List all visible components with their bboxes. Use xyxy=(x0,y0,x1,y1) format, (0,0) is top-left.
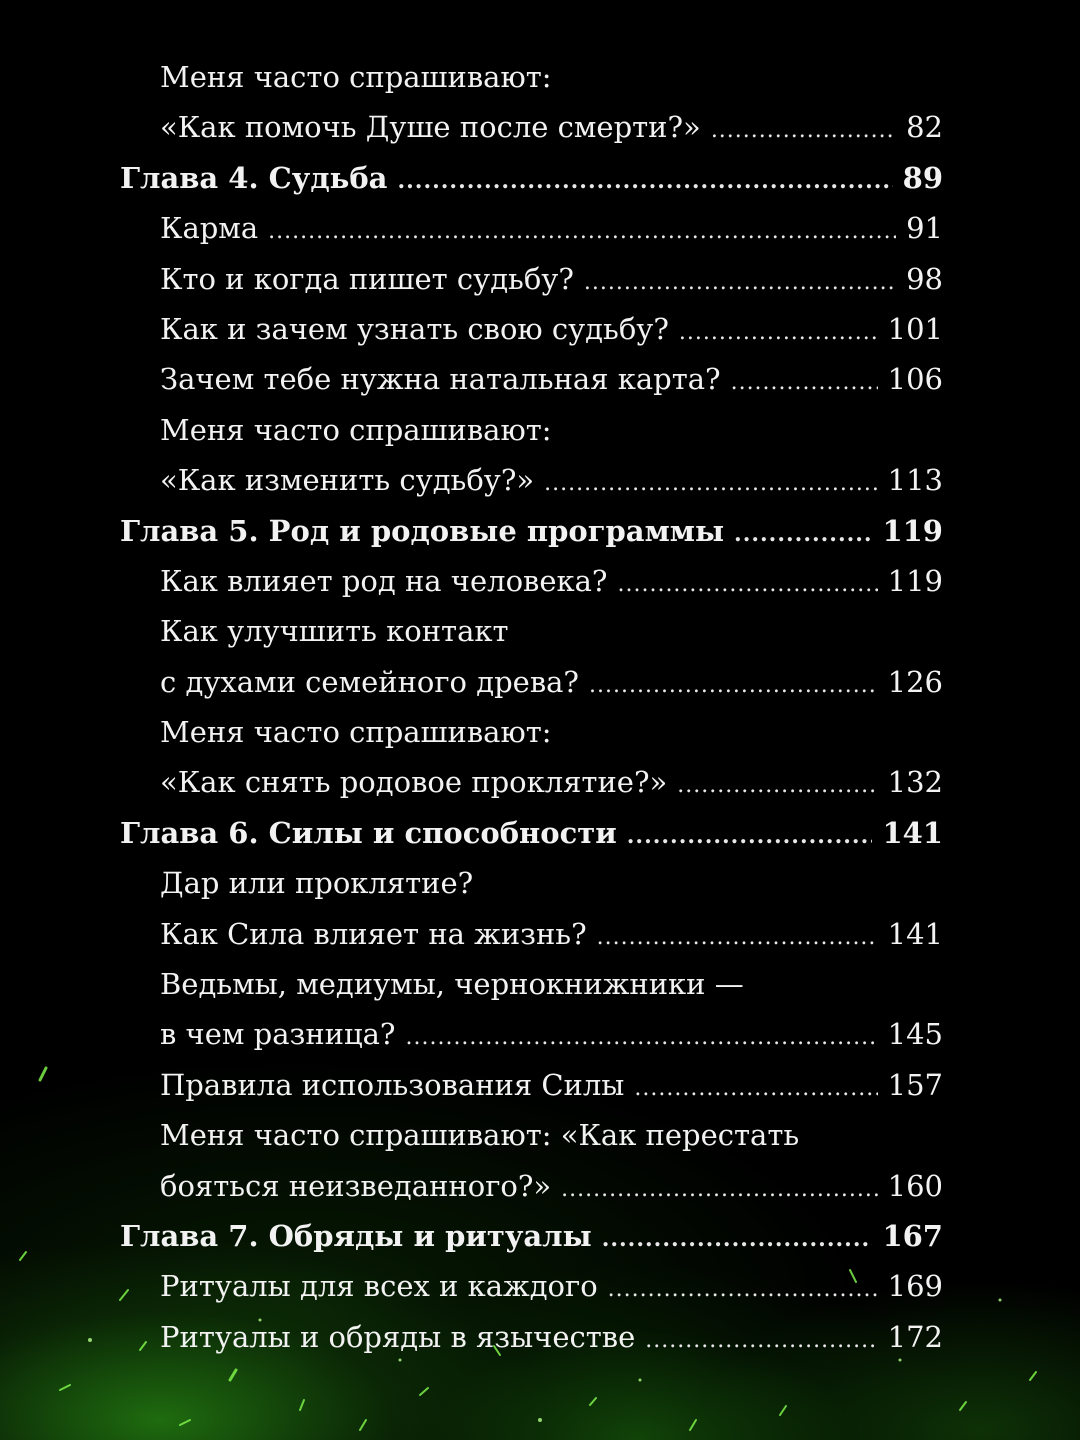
toc-entry-title: Меня часто спрашивают: xyxy=(160,412,552,447)
toc-entry-page: 132 xyxy=(887,765,943,800)
toc-entry-title: Меня часто спрашивают: «Как перестать xyxy=(160,1118,800,1153)
dot-leader xyxy=(645,1316,877,1366)
dot-leader xyxy=(734,509,872,559)
toc-entry-title: Карма xyxy=(160,211,259,246)
toc-entry xyxy=(120,959,943,1009)
toc-entry-page: 145 xyxy=(887,1017,943,1052)
toc-entry-title: «Как снять родовое проклятие?» xyxy=(160,765,668,800)
toc-entry-title: Как влияет род на человека? xyxy=(160,563,608,598)
toc-chapter xyxy=(120,506,943,556)
dot-leader xyxy=(627,811,873,861)
toc-entry xyxy=(120,556,943,606)
toc-entry-title: с духами семейного древа? xyxy=(160,664,579,699)
toc-entry-page: 160 xyxy=(887,1168,943,1203)
dot-leader xyxy=(405,1013,877,1063)
toc-entry xyxy=(120,354,943,404)
toc-entry-page: 98 xyxy=(906,261,943,296)
toc-entry xyxy=(120,707,943,757)
dot-leader xyxy=(268,207,896,257)
toc-chapter xyxy=(120,1211,943,1261)
toc-entry-title: Ритуалы для всех и каждого xyxy=(160,1269,598,1304)
toc-entry xyxy=(120,606,943,656)
toc-entry xyxy=(120,405,943,455)
dot-leader xyxy=(679,308,878,358)
dot-leader xyxy=(608,1265,878,1315)
toc-entry-title: Меня часто спрашивают: xyxy=(160,60,552,94)
toc-entry xyxy=(120,1060,943,1110)
toc-entry-page: 126 xyxy=(887,664,943,699)
toc-entry-title: Зачем тебе нужна натальная карта? xyxy=(160,362,721,397)
dot-leader xyxy=(617,560,877,610)
toc-entry-title: бояться неизведанного?» xyxy=(160,1168,552,1203)
toc-entry xyxy=(120,757,943,807)
toc-entry-title: Ритуалы и обряды в язычестве xyxy=(160,1319,636,1354)
toc-entry-page: 119 xyxy=(887,563,943,598)
table-of-contents xyxy=(120,52,943,1362)
toc-chapter-title: Глава 7. Обряды и ритуалы xyxy=(120,1218,592,1253)
dot-leader xyxy=(677,761,877,811)
dot-leader xyxy=(397,156,892,206)
toc-entry xyxy=(120,304,943,354)
toc-entry-page: 169 xyxy=(887,1269,943,1304)
toc-entry xyxy=(120,1312,943,1362)
toc-chapter-page: 141 xyxy=(882,815,943,850)
toc-entry-page: 82 xyxy=(906,110,943,145)
toc-entry-title: «Как помочь Душе после смерти?» xyxy=(160,110,701,145)
toc-entry-title: в чем разница? xyxy=(160,1017,396,1052)
toc-entry-page: 141 xyxy=(887,916,943,951)
toc-entry-title: Кто и когда пишет судьбу? xyxy=(160,261,574,296)
toc-chapter-page: 119 xyxy=(882,513,943,548)
toc-entry xyxy=(120,909,943,959)
toc-chapter xyxy=(120,808,943,858)
toc-chapter xyxy=(120,153,943,203)
toc-entry-title: Как улучшить контакт xyxy=(160,614,509,649)
toc-entry xyxy=(120,203,943,253)
toc-chapter-page: 89 xyxy=(902,160,943,195)
toc-chapter-title: Глава 5. Род и родовые программы xyxy=(120,513,725,548)
toc-entry xyxy=(120,1110,943,1160)
dot-leader xyxy=(589,661,878,711)
toc-entry-title: «Как изменить судьбу?» xyxy=(160,463,535,498)
toc-entry-title: Ведьмы, медиумы, чернокнижники — xyxy=(160,967,744,1002)
toc-entry xyxy=(120,455,943,505)
toc-entry xyxy=(120,1161,943,1211)
toc-entry-page: 101 xyxy=(887,311,943,346)
dot-leader xyxy=(597,913,878,963)
toc-entry-title: Меня часто спрашивают: xyxy=(160,715,552,750)
toc-entry xyxy=(120,1009,943,1059)
toc-chapter-title: Глава 4. Судьба xyxy=(120,160,388,195)
toc-entry-title: Дар или проклятие? xyxy=(160,866,474,901)
dot-leader xyxy=(731,358,878,408)
dot-leader xyxy=(634,1064,877,1114)
toc-entry-title: Как Сила влияет на жизнь? xyxy=(160,916,587,951)
toc-entry xyxy=(120,102,943,152)
dot-leader xyxy=(584,258,896,308)
dot-leader xyxy=(711,106,896,156)
toc-entry-page: 91 xyxy=(906,211,943,246)
toc-entry-page: 157 xyxy=(887,1067,943,1102)
dot-leader xyxy=(561,1165,878,1215)
toc-entry-page: 172 xyxy=(887,1319,943,1354)
toc-entry-page: 106 xyxy=(887,362,943,397)
dot-leader xyxy=(602,1214,873,1264)
toc-entry xyxy=(120,254,943,304)
toc-chapter-title: Глава 6. Силы и способности xyxy=(120,815,617,850)
toc-chapter-page: 167 xyxy=(882,1218,943,1253)
toc-entry xyxy=(120,52,943,102)
toc-entry xyxy=(120,657,943,707)
toc-entry xyxy=(120,858,943,908)
toc-entry-title: Правила использования Силы xyxy=(160,1067,625,1102)
toc-entry-title: Как и зачем узнать свою судьбу? xyxy=(160,311,669,346)
toc-entry xyxy=(120,1261,943,1311)
toc-entry-page: 113 xyxy=(887,463,943,498)
dot-leader xyxy=(544,459,877,509)
